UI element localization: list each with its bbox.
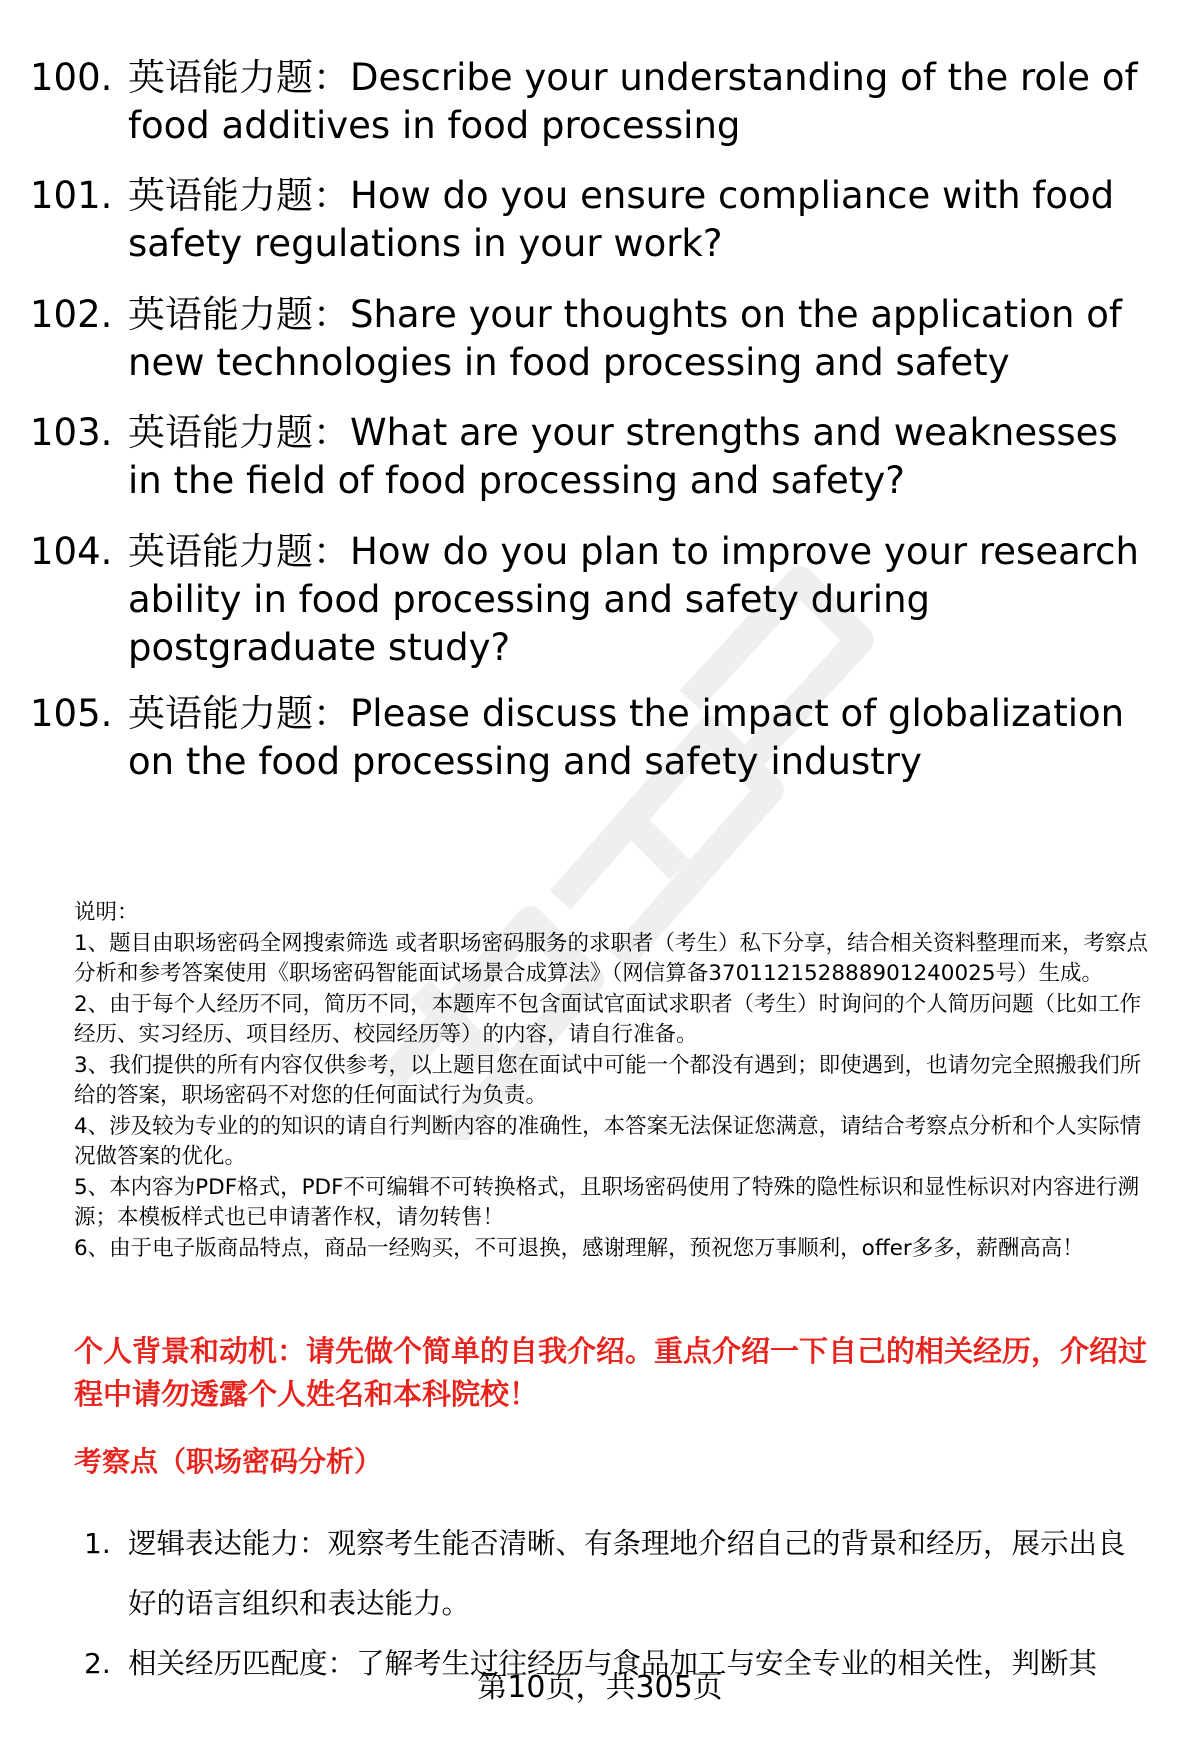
notes-section xyxy=(74,898,1160,1264)
exam-point-text: 逻辑表达能力：观察考生能否清晰、有条理地介绍自己的背景和经历，展示出良好的语言组织和表达能力。 xyxy=(128,1527,1126,1620)
note-item: 4、涉及较为专业的的知识的请自行判断内容的准确性，本答案无法保证您满意，请结合考察点分析和个人实际情况做答案的优化。 xyxy=(74,1113,1142,1169)
background-question: 个人背景和动机：请先做个简单的自我介绍。重点介绍一下自己的相关经历，介绍过程中请勿透露个人姓名和本科院校！ xyxy=(74,1334,1148,1411)
exam-points-title: 考察点（职场密码分析） xyxy=(74,1445,383,1478)
exam-point-number: 2. xyxy=(84,1647,111,1680)
page-footer: 第10页，共305页 xyxy=(477,1670,723,1705)
exam-point-number: 1. xyxy=(84,1527,111,1560)
question-number: 104. xyxy=(30,530,113,573)
note-item: 6、由于电子版商品特点，商品一经购买，不可退换，感谢理解，预祝您万事顺利，offer多多，薪酬高高！ xyxy=(74,1235,1084,1261)
question-number: 105. xyxy=(30,692,113,735)
question-text: 英语能力题：How do you plan to improve your research ability in food processing and safety during postgraduate study? xyxy=(128,530,1139,669)
question-number: 102. xyxy=(30,293,113,336)
note-item: 1、题目由职场密码全网搜索筛选 或者职场密码服务的求职者（考生）私下分享，结合相关资料整理而来，考察点分析和参考答案使用《职场密码智能面试场景合成算法》（网信算备370112152888901240025号）生成。 xyxy=(74,930,1149,986)
question-text: 英语能力题：Share your thoughts on the application of new technologies in food processing and safety xyxy=(128,293,1122,384)
question-text: 英语能力题：What are your strengths and weaknesses in the field of food processing and safety? xyxy=(128,411,1118,502)
notes-heading: 说明： xyxy=(74,900,139,925)
exam-point-text: 相关经历匹配度：了解考生过往经历与食品加工与安全专业的相关性，判断其 xyxy=(128,1647,1098,1680)
question-text: 英语能力题：Describe your understanding of the role of food additives in food processing xyxy=(128,56,1138,147)
question-number: 100. xyxy=(30,56,113,99)
question-number: 101. xyxy=(30,174,113,217)
note-item: 2、由于每个人经历不同，简历不同，本题库不包含面试官面试求职者（考生）时询问的个人简历问题（比如工作经历、实习经历、项目经历、校园经历等）的内容，请自行准备。 xyxy=(74,991,1142,1047)
question-number: 103. xyxy=(30,411,113,454)
question-text: 英语能力题：How do you ensure compliance with food safety regulations in your work? xyxy=(128,174,1115,265)
note-item: 5、本内容为PDF格式，PDF不可编辑不可转换格式，且职场密码使用了特殊的隐性标识和显性标识对内容进行溯源；本模板样式也已申请著作权，请勿转售！ xyxy=(74,1174,1139,1230)
note-item: 3、我们提供的所有内容仅供参考，以上题目您在面试中可能一个都没有遇到；即使遇到，也请勿完全照搬我们所给的答案，职场密码不对您的任何面试行为负责。 xyxy=(74,1052,1142,1108)
question-text: 英语能力题：Please discuss the impact of globalization on the food processing and safety industry xyxy=(128,692,1125,783)
